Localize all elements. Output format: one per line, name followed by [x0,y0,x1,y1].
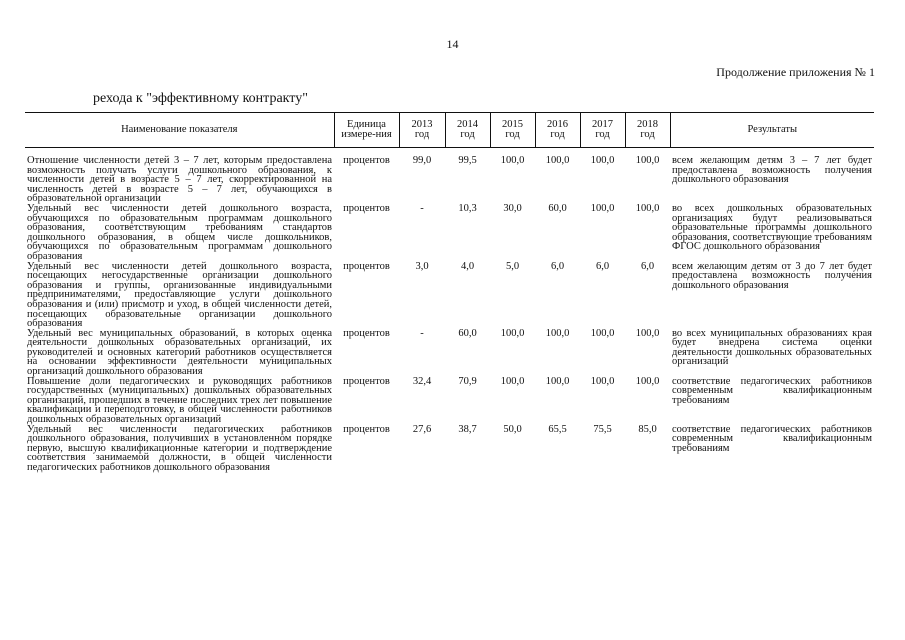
document-heading: рехода к "эффективному контракту" [93,91,308,106]
indicator-name: Удельный вес численности педагогических работников дошкольного образования, получивших в установленном порядке первую, высшую квалификационные категории и подтверждение соответствия занимаемой должности, в общей численности педагогических работников дошкольного образования [27,423,332,473]
table-row [25,204,874,262]
indicator-result: соответствие педагогических работников современным квалификационным требованиям [672,375,872,406]
value-2014: 4,0 [460,260,475,272]
value-2013: - [420,327,424,339]
header-year-2016: 2016 год [535,113,580,148]
value-2013: 32,4 [412,375,432,387]
table-row [25,329,874,377]
indicator-result: соответствие педагогических работников современным квалификационным требованиям [672,423,872,454]
indicator-result: во всех муниципальных образованиях края будет внедрена система оценки деятельности дошкольных образовательных организаций [672,327,872,368]
value-2013: 99,0 [412,155,432,166]
indicator-unit: процентов [343,375,390,387]
value-2017: 6,0 [595,260,610,272]
value-2014: 38,7 [458,423,477,435]
header-year-2018: 2018 год [625,113,670,148]
value-2017: 75,5 [593,423,612,435]
value-2015: 50,0 [503,423,522,435]
value-2017: 100,0 [590,155,615,166]
table-row [25,156,874,204]
value-2015: 100,0 [500,155,525,166]
header-year-2017: 2017 год [580,113,625,148]
value-2013: 3,0 [415,260,429,272]
table-row [25,425,874,473]
indicators-table [25,112,874,473]
value-2018: 85,0 [638,423,657,435]
indicator-name: Удельный вес муниципальных образований, в которых оценка деятельности дошкольных образовательных организаций, их руководителей и основных категорий работников осуществляется на основании эффективности деятельности муниципальных организаций дошкольного образования [27,327,332,378]
value-2014: 70,9 [458,375,477,387]
table-row [25,262,874,329]
value-2015: 100,0 [500,375,525,387]
value-2016: 100,0 [545,375,570,387]
indicator-result: всем желающим детям от 3 до 7 лет будет предоставлена возможность получения дошкольного образования [672,260,872,291]
indicator-result: всем желающим детям 3 – 7 лет будет предоставлена возможность получения дошкольного образования [672,155,872,186]
value-2014: 10,3 [458,202,477,214]
value-2016: 6,0 [550,260,565,272]
value-2017: 100,0 [590,375,615,387]
indicator-result: во всех дошкольных образовательных организациях будут реализовываться образовательные программы дошкольного образования, соответствующие требованиям ФГОС дошкольного образования [672,202,872,253]
indicator-unit: процентов [343,260,390,272]
value-2018: 100,0 [635,202,660,214]
value-2015: 5,0 [505,260,520,272]
indicator-unit: процентов [343,155,390,166]
appendix-note: Продолжение приложения № 1 [716,65,875,79]
value-2018: 100,0 [635,375,660,387]
indicator-unit: процентов [343,423,390,435]
header-name: Наименование показателя [25,113,334,148]
header-year-2015: 2015 год [490,113,535,148]
value-2014: 60,0 [458,327,477,339]
header-unit: Единица измере-ния [334,113,399,148]
value-2014: 99,5 [458,155,477,166]
value-2017: 100,0 [590,202,615,214]
indicator-name: Удельный вес численности детей дошкольного возраста, обучающихся по образовательным программам дошкольного образования, соответствующим требованиям стандартов дошкольного образования, в общем числе дошкольников, обучающихся по образовательным программам дошкольного образования [27,202,332,262]
value-2016: 100,0 [545,155,570,166]
value-2013: 27,6 [412,423,432,435]
value-2013: - [420,202,424,214]
value-2018: 100,0 [635,155,660,166]
page-number: 14 [446,37,459,51]
indicator-name: Отношение численности детей 3 – 7 лет, которым предоставлена возможность получать услуги дошкольного образования, к численности детей в возрасте 5 – 7 лет, скорректированной на численность детей в возрасте 5 – 7 лет, обучающихся в образовательной организации [27,155,332,205]
value-2016: 100,0 [545,327,570,339]
header-results: Результаты [670,113,874,148]
value-2016: 65,5 [548,423,567,435]
value-2018: 6,0 [640,260,655,272]
value-2017: 100,0 [590,327,615,339]
header-year-2013: 2013 год [399,113,445,148]
value-2018: 100,0 [635,327,660,339]
indicator-name: Повышение доли педагогических и руководящих работников государственных (муниципальных) дошкольных образовательных организаций, прошедших в течение последних трех лет повышение квалификации и переподготовку, в общей численности работников дошкольных образовательных организаций [27,375,332,426]
indicator-unit: процентов [343,202,390,214]
value-2015: 100,0 [500,327,525,339]
header-year-2014: 2014 год [445,113,490,148]
value-2015: 30,0 [503,202,522,214]
header-row [25,113,874,148]
indicator-name: Удельный вес численности детей дошкольного возраста, посещающих негосударственные организации дошкольного образования и группы, организованные индивидуальными предпринимателями, предоставляющие услуги дошкольного образования и (или) присмотр и уход, в общей численности детей, посещающих образовательные организации дошкольного образования [27,260,332,330]
value-2016: 60,0 [548,202,567,214]
indicator-unit: процентов [343,327,390,339]
table-row [25,377,874,425]
